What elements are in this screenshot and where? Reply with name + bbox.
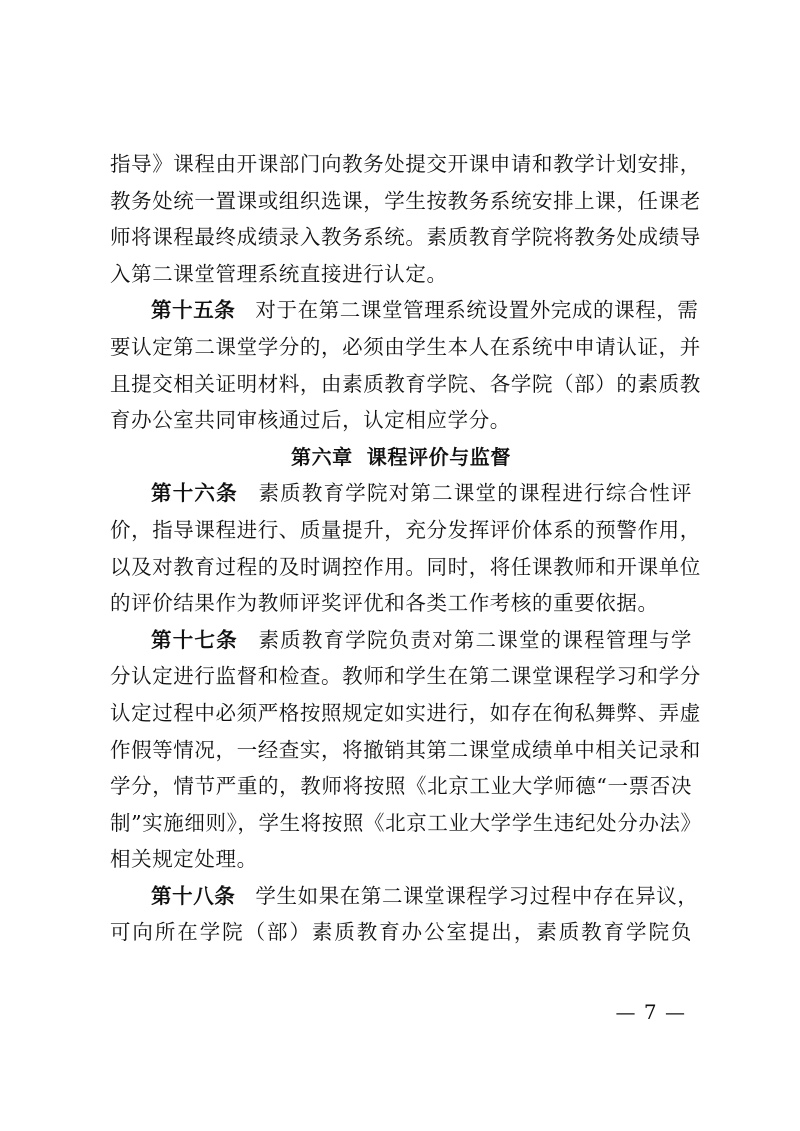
chapter-heading bbox=[110, 439, 692, 476]
article-label: 第十五条 bbox=[151, 298, 236, 323]
text-line: 教务处统一置课或组织选课，学生按教务系统安排上课，任课老 bbox=[110, 188, 701, 213]
text-line: 制”实施细则》，学生将按照《北京工业大学学生违纪处分办法》 bbox=[110, 810, 702, 835]
text-line: 学分，情节严重的，教师将按照《北京工业大学师德“一票否决 bbox=[110, 774, 692, 799]
text-line: 可向所在学院（部）素质教育办公室提出，素质教育学院负 bbox=[110, 920, 692, 945]
text-line: 育办公室共同审核通过后，认定相应学分。 bbox=[110, 408, 511, 433]
text-line: 师将课程最终成绩录入教务系统。素质教育学院将教务处成绩导 bbox=[110, 225, 701, 250]
document-body bbox=[110, 146, 702, 951]
article-label: 第十六条 bbox=[151, 481, 238, 506]
chapter-number: 第六章 bbox=[290, 444, 353, 469]
article-label: 第十八条 bbox=[151, 883, 236, 908]
text-line: 认定过程中必须严格按照规定如实进行，如存在徇私舞弊、弄虚 bbox=[110, 700, 701, 725]
article-18-first-line: 第十八条 学生如果在第二课堂课程学习过程中存在异议， bbox=[151, 883, 699, 908]
chapter-title: 课程评价与监督 bbox=[366, 444, 511, 469]
text-line: 且提交相关证明材料，由素质教育学院、各学院（部）的素质教 bbox=[110, 371, 701, 396]
page-number: — 7 — bbox=[615, 1000, 686, 1024]
text-line: 价，指导课程进行、质量提升，充分发挥评价体系的预警作用， bbox=[110, 517, 701, 542]
text-line: 指导》课程由开课部门向教务处提交开课申请和教学计划安排， bbox=[110, 152, 701, 176]
text-line: 要认定第二课堂学分的，必须由学生本人在系统中申请认证，并 bbox=[110, 334, 701, 359]
article-label: 第十七条 bbox=[151, 627, 238, 652]
article-17-first-line: 第十七条 素质教育学院负责对第二课堂的课程管理与学 bbox=[151, 627, 693, 652]
text-line: 以及对教育过程的及时调控作用。同时，将任课教师和开课单位 bbox=[110, 554, 701, 579]
article-15-first-line: 第十五条 对于在第二课堂管理系统设置外完成的课程，需 bbox=[151, 298, 699, 323]
text-line: 分认定进行监督和检查。教师和学生在第二课堂课程学习和学分 bbox=[110, 664, 701, 689]
text-line: 的评价结果作为教师评奖评优和各类工作考核的重要依据。 bbox=[110, 591, 659, 616]
text-line: 相关规定处理。 bbox=[110, 847, 258, 872]
text-line: 作假等情况，一经查实，将撤销其第二课堂成绩单中相关记录和 bbox=[110, 737, 701, 762]
text-line: 入第二课堂管理系统直接进行认定。 bbox=[110, 261, 448, 286]
article-16-first-line: 第十六条 素质教育学院对第二课堂的课程进行综合性评 bbox=[151, 481, 693, 506]
